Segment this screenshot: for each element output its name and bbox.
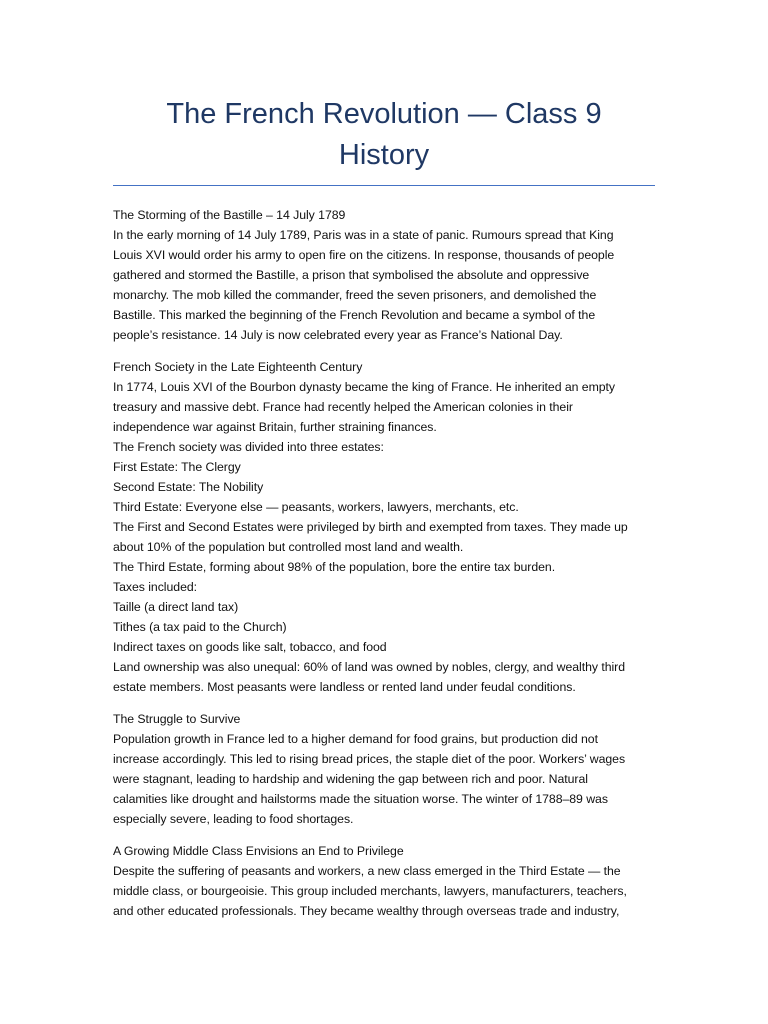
paragraph-line: The First and Second Estates were privileged by birth and exempted from taxes. They made up bbox=[113, 520, 628, 534]
paragraph-line: and other educated professionals. They became wealthy through overseas trade and industry, bbox=[113, 904, 620, 918]
document-title-line-1: The French Revolution — Class 9 bbox=[166, 98, 602, 130]
paragraph-line: Land ownership was also unequal: 60% of land was owned by nobles, clergy, and wealthy third bbox=[113, 660, 626, 674]
section-4 bbox=[113, 841, 655, 921]
paragraph-line: estate members. Most peasants were landless or rented land under feudal conditions. bbox=[113, 680, 576, 694]
document-page bbox=[113, 0, 655, 933]
section-heading: The Struggle to Survive bbox=[113, 712, 241, 726]
section-2 bbox=[113, 357, 655, 697]
paragraph-line: Bastille. This marked the beginning of the French Revolution and became a symbol of the bbox=[113, 308, 596, 322]
paragraph-line: Indirect taxes on goods like salt, tobacco, and food bbox=[113, 640, 387, 654]
paragraph-line: calamities like drought and hailstorms made the situation worse. The winter of 1788–89 was bbox=[113, 792, 608, 806]
paragraph-line: people’s resistance. 14 July is now celebrated every year as France’s National Day. bbox=[113, 328, 563, 342]
paragraph-line: The French society was divided into three estates: bbox=[113, 440, 384, 454]
paragraph-line: about 10% of the population but controlled most land and wealth. bbox=[113, 540, 464, 554]
paragraph-line: independence war against Britain, further straining finances. bbox=[113, 420, 437, 434]
paragraph-line: especially severe, leading to food shortages. bbox=[113, 812, 354, 826]
document-title-line-2: History bbox=[338, 139, 430, 171]
paragraph-line: middle class, or bourgeoisie. This group included merchants, lawyers, manufacturers, teachers, bbox=[113, 884, 627, 898]
paragraph-line: Taille (a direct land tax) bbox=[113, 600, 239, 614]
paragraph-line: Despite the suffering of peasants and workers, a new class emerged in the Third Estate — the bbox=[113, 864, 621, 878]
document-title bbox=[113, 94, 655, 176]
paragraph-line: The Third Estate, forming about 98% of the population, bore the entire tax burden. bbox=[113, 560, 556, 574]
paragraph-line: In the early morning of 14 July 1789, Paris was in a state of panic. Rumours spread that King bbox=[113, 228, 614, 242]
paragraph-line: Taxes included: bbox=[113, 580, 198, 594]
title-underline bbox=[113, 185, 655, 186]
paragraph-line: monarchy. The mob killed the commander, freed the seven prisoners, and demolished the bbox=[113, 288, 597, 302]
section-heading: A Growing Middle Class Envisions an End to Privilege bbox=[113, 844, 404, 858]
paragraph-line: Population growth in France led to a higher demand for food grains, but production did not bbox=[113, 732, 598, 746]
paragraph-line: gathered and stormed the Bastille, a prison that symbolised the absolute and oppressive bbox=[113, 268, 590, 282]
paragraph-line: increase accordingly. This led to rising bread prices, the staple diet of the poor. Workers’ wages bbox=[113, 752, 626, 766]
paragraph-line: treasury and massive debt. France had recently helped the American colonies in their bbox=[113, 400, 573, 414]
section-heading: French Society in the Late Eighteenth Century bbox=[113, 360, 363, 374]
paragraph-line: Second Estate: The Nobility bbox=[113, 480, 264, 494]
section-1 bbox=[113, 205, 655, 345]
section-heading: The Storming of the Bastille – 14 July 1789 bbox=[113, 208, 346, 222]
paragraph-line: were stagnant, leading to hardship and widening the gap between rich and poor. Natural bbox=[113, 772, 588, 786]
paragraph-line: In 1774, Louis XVI of the Bourbon dynasty became the king of France. He inherited an empty bbox=[113, 380, 616, 394]
paragraph-line: First Estate: The Clergy bbox=[113, 460, 241, 474]
paragraph-line: Tithes (a tax paid to the Church) bbox=[113, 620, 287, 634]
section-3 bbox=[113, 709, 655, 829]
document-body bbox=[113, 205, 655, 921]
paragraph-line: Louis XVI would order his army to open fire on the citizens. In response, thousands of people bbox=[113, 248, 615, 262]
paragraph-line: Third Estate: Everyone else — peasants, workers, lawyers, merchants, etc. bbox=[113, 500, 519, 514]
